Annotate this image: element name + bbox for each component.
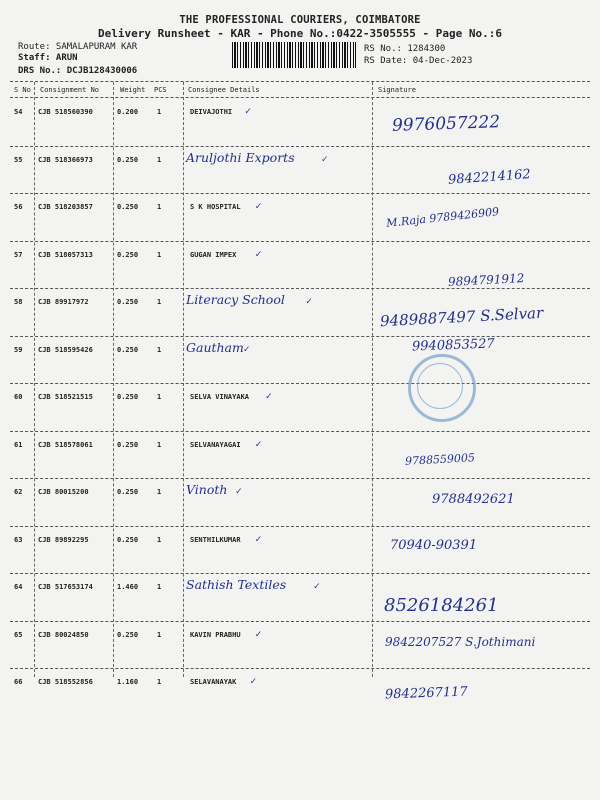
- pieces-count: 1: [157, 488, 162, 496]
- weight-value: 0.250: [117, 393, 139, 401]
- consignment-number: CJB 80024850: [38, 630, 89, 639]
- table-row: [0, 385, 600, 433]
- row-divider: [10, 621, 590, 622]
- drs-label: DRS No.: DCJB128430006: [18, 66, 138, 76]
- recipient-signature: 9976057222: [391, 112, 501, 136]
- check-mark-icon: ✓: [313, 581, 320, 592]
- row-divider: [10, 383, 590, 384]
- table-row: [0, 623, 600, 671]
- weight-value: 0.250: [117, 298, 139, 306]
- col-header-sno: S No: [14, 86, 31, 94]
- recipient-signature: 9788559005: [404, 450, 476, 468]
- consignee-name: SELVANAYAGAI: [190, 440, 241, 449]
- recipient-signature: 9940853527: [411, 336, 495, 354]
- recipient-signature: 9489887497 S.Selvar: [379, 303, 544, 331]
- row-divider: [10, 478, 590, 479]
- check-mark-icon: ✓: [265, 391, 272, 402]
- check-mark-icon: ✓: [321, 153, 328, 165]
- weight-value: 0.250: [117, 488, 139, 496]
- pieces-count: 1: [157, 298, 162, 306]
- recipient-signature: 9842214162: [447, 166, 532, 188]
- pieces-count: 1: [157, 345, 162, 354]
- table-row: [0, 195, 600, 243]
- consignment-number: CJB 517653174: [38, 583, 93, 591]
- weight-value: 0.250: [117, 440, 139, 449]
- consignment-number: CJB 89917972: [38, 298, 89, 306]
- col-header-consignee: Consignee Details: [188, 86, 260, 94]
- recipient-signature: 8526184261: [384, 595, 499, 616]
- table-row: [0, 290, 600, 338]
- rs-no-label: RS No.: 1284300: [364, 44, 446, 54]
- pieces-count: 1: [157, 203, 162, 211]
- row-divider: [10, 668, 590, 669]
- check-mark-icon: ✓: [255, 201, 262, 212]
- serial-number: 55: [14, 155, 23, 164]
- weight-value: 1.160: [117, 678, 139, 686]
- weight-value: 0.200: [117, 108, 139, 116]
- consignment-number: CJB 518595426: [38, 345, 93, 354]
- table-row: [0, 575, 600, 623]
- consignment-number: CJB 518560390: [38, 108, 93, 116]
- serial-number: 58: [14, 298, 23, 306]
- recipient-signature: 9842207527 S.Jothimani: [385, 634, 536, 649]
- consignment-number: CJB 518578061: [38, 440, 93, 449]
- consignment-number: CJB 518552856: [38, 678, 93, 686]
- table-row: [0, 100, 600, 148]
- consignment-number: CJB 518521515: [38, 393, 93, 401]
- check-mark-icon: ✓: [306, 296, 313, 307]
- pieces-count: 1: [157, 393, 162, 401]
- row-divider: [10, 336, 590, 337]
- row-divider: [10, 573, 590, 574]
- consignment-number: CJB 518366973: [38, 155, 93, 164]
- consignee-name: Sathish Textiles: [186, 577, 287, 592]
- weight-value: 0.250: [117, 250, 139, 259]
- col-header-pcs: PCS: [154, 86, 167, 94]
- serial-number: 65: [14, 630, 23, 639]
- consignment-number: CJB 80015200: [38, 488, 89, 496]
- check-mark-icon: ✓: [255, 438, 262, 450]
- check-mark-icon: ✓: [255, 533, 262, 545]
- runsheet-subtitle: Delivery Runsheet - KAR - Phone No.:0422-3505555 - Page No.:6: [98, 27, 502, 40]
- table-row: [0, 670, 600, 718]
- staff-label: Staff: ARUN: [18, 53, 78, 63]
- consignment-number: CJB 89892295: [38, 535, 89, 544]
- recipient-signature: 9894791912: [447, 270, 525, 289]
- serial-number: 57: [14, 250, 23, 259]
- check-mark-icon: ✓: [235, 486, 242, 497]
- weight-value: 0.250: [117, 630, 139, 639]
- table-top-divider: [10, 81, 590, 82]
- recipient-signature: 9788492621: [432, 492, 515, 507]
- pieces-count: 1: [157, 108, 162, 116]
- pieces-count: 1: [157, 630, 162, 639]
- consignee-name: Aruljothi Exports: [186, 149, 295, 165]
- route-label: Route: SAMALAPURAM KAR: [18, 42, 138, 52]
- col-header-weight: Weight: [120, 86, 146, 94]
- pieces-count: 1: [157, 250, 162, 259]
- consignee-name: Gautham: [186, 339, 244, 355]
- pieces-count: 1: [157, 155, 162, 164]
- table-row: [0, 433, 600, 481]
- row-divider: [10, 526, 590, 527]
- col-header-signature: Signature: [378, 86, 416, 94]
- table-row: [0, 480, 600, 528]
- row-divider: [10, 146, 590, 147]
- serial-number: 56: [14, 203, 23, 211]
- consignee-name: GUGAN IMPEX: [190, 250, 237, 259]
- consignee-name: SELVA VINAYAKA: [190, 393, 250, 401]
- row-divider: [10, 241, 590, 242]
- serial-number: 66: [14, 678, 23, 686]
- serial-number: 64: [14, 583, 23, 591]
- check-mark-icon: ✓: [255, 248, 262, 260]
- check-mark-icon: ✓: [243, 343, 250, 355]
- barcode: [232, 42, 356, 68]
- serial-number: 54: [14, 108, 23, 116]
- consignment-number: CJB 518203857: [38, 203, 93, 211]
- consignee-name: S K HOSPITAL: [190, 203, 241, 211]
- row-divider: [10, 193, 590, 194]
- recipient-signature: M.Raja 9789426909: [385, 205, 500, 230]
- consignment-number: CJB 518057313: [38, 250, 93, 259]
- pieces-count: 1: [157, 583, 162, 591]
- pieces-count: 1: [157, 440, 162, 449]
- table-row: [0, 243, 600, 291]
- consignee-name: Vinoth: [186, 482, 228, 497]
- check-mark-icon: ✓: [250, 676, 257, 687]
- pieces-count: 1: [157, 535, 162, 544]
- company-seal-stamp: [408, 354, 476, 422]
- serial-number: 61: [14, 440, 23, 449]
- consignee-name: SENTHILKUMAR: [190, 535, 241, 544]
- pieces-count: 1: [157, 678, 162, 686]
- company-title: THE PROFESSIONAL COURIERS, COIMBATORE: [179, 14, 421, 26]
- check-mark-icon: ✓: [255, 628, 262, 640]
- row-divider: [10, 288, 590, 289]
- weight-value: 0.250: [117, 345, 139, 354]
- row-divider: [10, 431, 590, 432]
- weight-value: 0.250: [117, 203, 139, 211]
- table-row: [0, 338, 600, 386]
- consignee-name: KAVIN PRABHU: [190, 630, 241, 639]
- consignee-name: SELAVANAYAK: [190, 678, 237, 686]
- serial-number: 60: [14, 393, 23, 401]
- recipient-signature: 9842267117: [384, 684, 468, 703]
- col-header-consignment: Consignment No: [40, 86, 100, 94]
- weight-value: 1.460: [117, 583, 139, 591]
- check-mark-icon: ✓: [245, 106, 252, 117]
- consignee-name: Literacy School: [186, 292, 285, 307]
- table-row: [0, 528, 600, 576]
- serial-number: 59: [14, 345, 23, 354]
- header-divider: [10, 97, 590, 98]
- rs-date-label: RS Date: 04-Dec-2023: [364, 56, 473, 66]
- consignee-name: DEIVAJOTHI: [190, 108, 233, 116]
- table-row: [0, 148, 600, 196]
- weight-value: 0.250: [117, 535, 139, 544]
- weight-value: 0.250: [117, 155, 139, 164]
- recipient-signature: 70940-90391: [390, 537, 478, 553]
- serial-number: 62: [14, 488, 23, 496]
- serial-number: 63: [14, 535, 23, 544]
